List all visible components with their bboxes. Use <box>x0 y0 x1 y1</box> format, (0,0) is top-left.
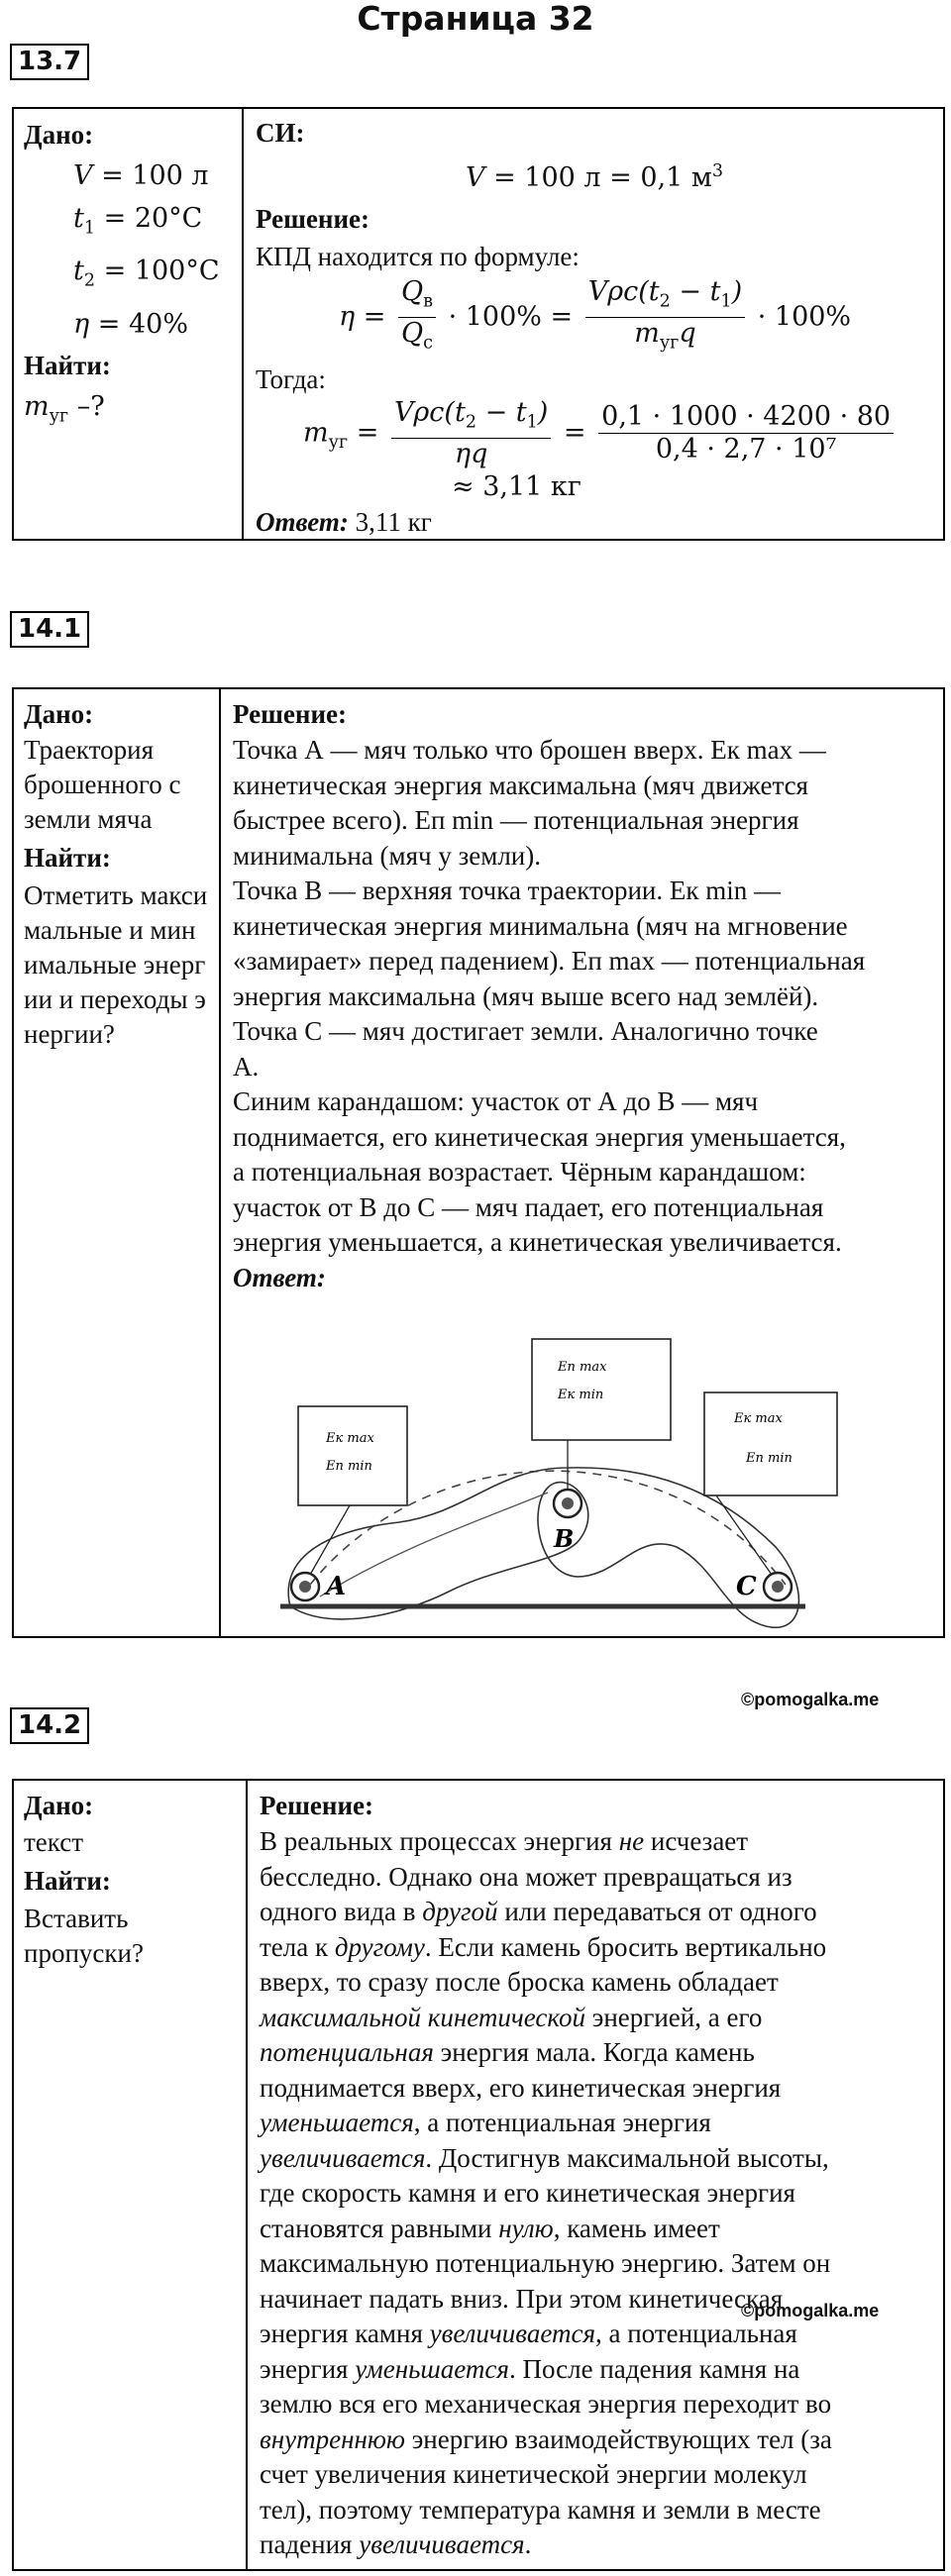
given-label: Дано: <box>24 699 94 729</box>
given-column <box>14 1781 248 2569</box>
inserted-word: нулю <box>498 2213 554 2243</box>
solution-text <box>233 733 933 1261</box>
answer-line <box>256 504 933 540</box>
solution-label: Решение: <box>256 204 370 234</box>
si-value: V = 100 л = 0,1 $м^3$ <box>465 161 724 193</box>
solution-line <box>260 2352 933 2388</box>
solution-line: участок от В до С — мяч падает, его потенциальная <box>233 1191 824 1222</box>
solution-line <box>260 1824 933 1860</box>
given-t2: $t_2 = 100^\circ C$ <box>73 256 220 291</box>
text-run: . Если камень бросить вертикально <box>424 1931 827 1962</box>
given-volume: V = 100 л <box>73 160 209 191</box>
solution-label: Решение: <box>260 1791 373 1820</box>
text-run: , камень имеет <box>553 2213 720 2243</box>
text-run: исчезает <box>644 1826 749 1856</box>
given-text: Траектория брошенного с земли мяча <box>24 735 181 834</box>
label-b: B <box>554 1524 575 1553</box>
text-run: бесследно. Однако она может превращаться из <box>260 1861 792 1892</box>
solution-line: минимальна (мяч у земли). <box>233 840 542 871</box>
trajectory-diagram <box>251 1319 845 1636</box>
inserted-word: увеличивается <box>359 2529 525 2559</box>
solution-line <box>260 2422 933 2458</box>
problem-number-13-7: 13.7 <box>10 44 89 80</box>
text-run: энергия камня <box>260 2318 430 2348</box>
solution-column <box>221 689 943 1636</box>
label-c: C <box>736 1572 757 1601</box>
find-label: Найти: <box>24 350 111 380</box>
solution-line <box>260 2457 933 2493</box>
inserted-word: другому <box>334 1931 425 1962</box>
solution-text <box>260 1824 933 2563</box>
solution-line: А. <box>233 1051 260 1082</box>
formula-intro: КПД находится по формуле: <box>256 242 580 271</box>
solution-line <box>260 2106 933 2141</box>
answer-label: Ответ: <box>256 507 349 538</box>
problem-number-14-2: 14.2 <box>10 1707 89 1744</box>
text-run: счет увеличения кинетической энергии молекул <box>260 2459 807 2489</box>
text-run: падения <box>260 2529 360 2559</box>
ball-a <box>291 1573 319 1600</box>
text-run: тел), поэтому температура камня и земли в месте <box>260 2494 821 2524</box>
find-text: Вставить пропуски? <box>24 1904 144 1968</box>
solution-line <box>260 2212 933 2247</box>
inserted-word: не <box>618 1826 645 1856</box>
inserted-word: увеличивается <box>429 2318 595 2348</box>
find-label: Найти: <box>24 1866 111 1896</box>
text-run: , а потенциальная энергия <box>413 2108 711 2137</box>
text-run: максимальную потенциальную энергию. Затем он <box>260 2248 831 2278</box>
text-run: тела к <box>260 1931 335 1962</box>
inserted-word: уменьшается <box>260 2108 414 2137</box>
watermark: ©pomogalka.me <box>741 1690 880 1709</box>
ball-b <box>554 1490 581 1517</box>
solution-line: Синим карандашом: участок от А до В — мяч <box>233 1086 759 1116</box>
solution-line <box>260 2493 933 2528</box>
solution-line: а потенциальная возрастает. Чёрным карандашом: <box>233 1157 806 1186</box>
solution-line: кинетическая энергия максимальна (мяч движется <box>233 770 808 800</box>
pencil-stroke-ab <box>320 1493 548 1597</box>
solution-line: Точка В — верхняя точка траектории. Eк min — <box>233 876 781 905</box>
find-text: Отметить максимальные и минимальные энергии и переходы энергии? <box>24 880 208 1049</box>
solution-line: быстрее всего). Eп min — потенциальная энергия <box>233 805 799 835</box>
text-run: В реальных процессах энергия <box>260 1826 619 1856</box>
inserted-word: максимальной кинетической <box>260 2002 585 2032</box>
solution-line <box>260 2035 933 2071</box>
text-run: становятся равными <box>260 2213 499 2243</box>
solution-line: Точка А — мяч только что брошен вверх. Eк max — <box>233 735 826 765</box>
efficiency-formula: η = $\frac{Q_в}{Q_с}$ · 100% = $\frac{V\rho c(t_2 - t_1)}{m_{уг}q}$ · 100% <box>339 276 852 354</box>
find-value: $m_{уг}$ –? <box>24 390 105 427</box>
answer-value: 3,11 кг <box>348 507 432 538</box>
solution-line <box>260 1965 933 2001</box>
text-run: вверх, то сразу после броска камень обладает <box>260 1967 779 1997</box>
find-label: Найти: <box>24 843 111 873</box>
energy-box-a-line1: Eк max <box>326 1431 374 1446</box>
given-text: текст <box>24 1827 84 1857</box>
solution-line <box>260 2527 933 2563</box>
problem-14-2-box <box>12 1779 945 2571</box>
si-label: СИ: <box>256 118 305 148</box>
inserted-word: другой <box>422 1897 498 1926</box>
energy-box-b-line2: Eк min <box>558 1388 604 1402</box>
ball-c <box>764 1573 792 1600</box>
problem-13-7-box <box>12 107 945 541</box>
answer-label: Ответ: <box>233 1262 326 1292</box>
given-label: Дано: <box>24 120 94 150</box>
solution-line <box>260 2141 933 2177</box>
text-run: . После падения камня на <box>508 2353 800 2384</box>
energy-box-c-line1: Eк max <box>734 1411 783 1426</box>
text-run: . Достигнув максимальной высоты, <box>425 2142 829 2173</box>
solution-line: поднимается, его кинетическая энергия уменьшается, <box>233 1121 846 1152</box>
solution-column <box>244 109 943 539</box>
solution-line <box>260 1860 933 1896</box>
solution-line: энергия максимальна (мяч выше всего над землёй). <box>233 980 819 1011</box>
given-label: Дано: <box>24 1791 94 1820</box>
solution-line <box>260 2387 933 2422</box>
page-title: Страница 32 <box>357 0 594 38</box>
problem-14-1-box <box>12 687 945 1638</box>
solution-line <box>260 2176 933 2212</box>
text-run: начинает падать вниз. При этом кинетическая <box>260 2283 784 2314</box>
inserted-word: внутреннюю <box>260 2423 405 2454</box>
watermark-2: ©pomogalka.me <box>741 2301 880 2320</box>
then-label: Тогда: <box>256 363 326 394</box>
text-run: где скорость камня и его кинетическая энергия <box>260 2178 795 2208</box>
text-run: поднимается вверх, его кинетическая энергия <box>260 2072 782 2103</box>
energy-box-b-line1: Eп max <box>558 1360 607 1375</box>
energy-box-a <box>298 1406 407 1505</box>
solution-line: кинетическая энергия минимальна (мяч на мгновение <box>233 910 848 941</box>
denominator-values: 0,4 · 2,7 · 10⁷ <box>655 434 837 465</box>
text-run: или передаваться от одного <box>497 1897 817 1926</box>
solution-column <box>248 1781 943 2569</box>
solution-line <box>260 2317 933 2352</box>
solution-line <box>260 2001 933 2036</box>
solution-line <box>260 2246 933 2282</box>
solution-line: энергия уменьшается, а кинетическая увеличивается. <box>233 1227 842 1257</box>
given-t1: $t_1 = 20^\circ C$ <box>73 203 203 239</box>
inserted-word: увеличивается <box>260 2142 426 2173</box>
solution-line <box>260 1930 933 1966</box>
solution-line: «замирает» перед падением). Eп max — потенциальная <box>233 946 866 976</box>
solution-line <box>260 1895 933 1930</box>
given-column <box>14 689 221 1636</box>
label-a: A <box>326 1572 347 1601</box>
text-run: энергию взаимодействующих тел (за <box>404 2423 832 2454</box>
given-efficiency: η = 40% <box>73 308 188 340</box>
energy-box-c <box>704 1392 837 1495</box>
energy-box-a-line2: Eп min <box>326 1459 372 1474</box>
problem-number-14-1: 14.1 <box>10 611 89 648</box>
energy-box-c-line2: Eп min <box>746 1451 792 1466</box>
given-column <box>14 109 244 539</box>
solution-label: Решение: <box>233 699 347 729</box>
numerator-values: 0,1 · 1000 · 4200 · 80 <box>598 401 894 434</box>
text-run: землю вся его механическая энергия переходит во <box>260 2389 832 2419</box>
text-run: одного вида в <box>260 1897 423 1926</box>
inserted-word: уменьшается <box>355 2353 509 2384</box>
mass-formula: $m_{уг}$ = $\frac{V\rho c(t_2 - t_1)}{\eta q}$ = $\frac{0,1 \cdot 1000 \cdot 4200 \cdot 80}{\text{0,4 · 2,7 · 10⁷}}$ <box>256 397 933 470</box>
text-run: , а потенциальная <box>595 2318 797 2348</box>
inserted-word: потенциальная <box>260 2037 434 2067</box>
text-run: энергия мала. Когда камень <box>433 2037 755 2067</box>
solution-line <box>260 2071 933 2107</box>
text-run: . <box>524 2529 532 2559</box>
text-run: энергией, а его <box>585 2002 763 2032</box>
approx-result: ≈ 3,11 кг <box>452 471 581 503</box>
solution-line: Точка С — мяч достигает земли. Аналогично точке <box>233 1016 818 1046</box>
text-run: энергия <box>260 2353 356 2384</box>
